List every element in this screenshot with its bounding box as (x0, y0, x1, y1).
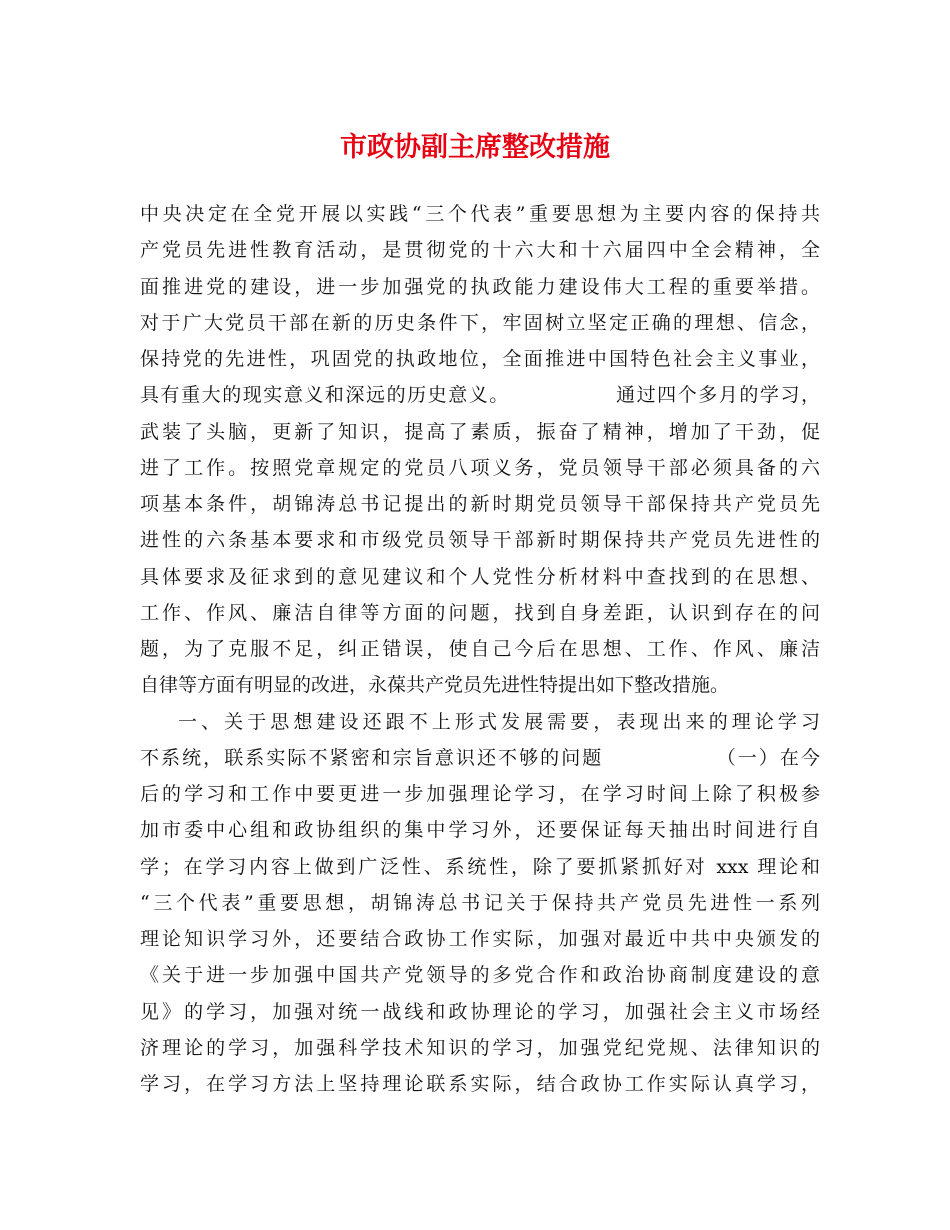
body-line: 学习，在学习方法上坚持理论联系实际，结合政协工作实际认真学习， (140, 1073, 820, 1095)
document-body (140, 196, 820, 1102)
body-line: 见》的学习，加强对统一战线和政协理论的学习，加强社会主义市场经 (140, 1000, 820, 1023)
body-line: 进了工作。按照党章规定的党员八项义务，党员领导干部必须具备的六 (140, 456, 820, 479)
body-line: “三个代表”重要思想，胡锦涛总书记关于保持共产党员先进性一系列 (140, 891, 820, 914)
body-line: 《关于进一步加强中国共产党领导的多党合作和政治协商制度建设的意 (140, 964, 820, 987)
body-line: 学；在学习内容上做到广泛性、系统性，除了要抓紧抓好对 xxx 理论和 (140, 855, 820, 878)
body-line: 产党员先进性教育活动，是贯彻党的十六大和十六届四中全会精神，全 (140, 239, 820, 262)
body-line: 济理论的学习，加强科学技术知识的学习，加强党纪党规、法律知识的 (140, 1036, 820, 1059)
body-line: 工作、作风、廉洁自律等方面的问题，找到自身差距，认识到存在的问 (140, 601, 820, 624)
body-line: 武装了头脑，更新了知识，提高了素质，振奋了精神，增加了干劲，促 (140, 420, 820, 443)
body-line: 加市委中心组和政协组织的集中学习外，还要保证每天抽出时间进行自 (140, 819, 820, 842)
body-line: 项基本条件，胡锦涛总书记提出的新时期党员领导干部保持共产党员先 (140, 493, 820, 515)
body-line: 后的学习和工作中要更进一步加强理论学习，在学习时间上除了积极参 (140, 783, 820, 805)
body-line: 中央决定在全党开展以实践“三个代表”重要思想为主要内容的保持共 (140, 203, 820, 225)
document-title: 市政协副主席整改措施 (340, 132, 610, 163)
body-line: 面推进党的建设，进一步加强党的执政能力建设伟大工程的重要举措。 (140, 275, 820, 298)
body-line: 不系统，联系实际不紧密和宗旨意识还不够的问题 （一）在今 (140, 746, 820, 769)
body-line: 自律等方面有明显的改进，永葆共产党员先进性特提出如下整改措施。 (140, 674, 730, 697)
body-line: 题，为了克服不足，纠正错误，使自己今后在思想、工作、作风、廉洁 (140, 638, 820, 660)
body-line: 理论知识学习外，还要结合政协工作实际，加强对最近中共中央颁发的 (140, 928, 820, 950)
body-line: 对于广大党员干部在新的历史条件下，牢固树立坚定正确的理想、信念， (140, 311, 820, 334)
body-line: 进性的六条基本要求和市级党员领导干部新时期保持共产党员先进性的 (140, 529, 820, 552)
body-line: 一、关于思想建设还跟不上形式发展需要，表现出来的理论学习 (178, 710, 820, 733)
body-line: 具体要求及征求到的意见建议和个人党性分析材料中查找到的在思想、 (140, 565, 820, 588)
body-line: 具有重大的现实意义和深远的历史意义。 通过四个多月的学习， (140, 384, 820, 407)
body-line: 保持党的先进性，巩固党的执政地位，全面推进中国特色社会主义事业， (140, 348, 820, 370)
